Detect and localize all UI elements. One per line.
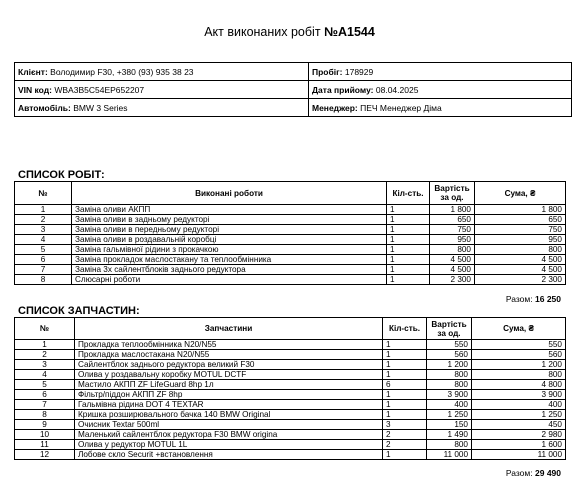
- works-body: [15, 205, 566, 285]
- row-number: 4: [15, 370, 75, 380]
- row-qty: 2: [383, 430, 427, 440]
- row-name: Фільтр/піддон АКПП ZF 8hp: [75, 390, 383, 400]
- row-name: Маленький сайлентблок редуктора F30 BMW origina: [75, 430, 383, 440]
- row-number: 4: [15, 235, 72, 245]
- row-price: 750: [430, 225, 475, 235]
- table-row: [15, 225, 566, 235]
- row-price: 1 800: [430, 205, 475, 215]
- row-qty: 1: [387, 245, 430, 255]
- table-row: [15, 340, 566, 350]
- row-price: 4 500: [430, 265, 475, 275]
- row-sum: 11 000: [472, 450, 566, 460]
- row-number: 5: [15, 380, 75, 390]
- table-row: [15, 440, 566, 450]
- row-number: 1: [15, 340, 75, 350]
- row-sum: 2 980: [472, 430, 566, 440]
- table-row: [15, 265, 566, 275]
- parts-header-row: [15, 318, 566, 340]
- table-row: [15, 235, 566, 245]
- works-header-row: [15, 182, 566, 205]
- car-label: Автомобіль:: [18, 102, 71, 113]
- act-number: №А1544: [324, 25, 375, 39]
- row-number: 6: [15, 390, 75, 400]
- table-row: [15, 420, 566, 430]
- row-name: Мастило АКПП ZF LifeGuard 8hp 1л: [75, 380, 383, 390]
- title-text: Акт виконаних робіт: [204, 25, 325, 39]
- row-qty: 1: [387, 205, 430, 215]
- row-number: 2: [15, 215, 72, 225]
- row-qty: 1: [383, 360, 427, 370]
- row-qty: 1: [387, 255, 430, 265]
- parts-heading: СПИСОК ЗАПЧАСТИН:: [18, 305, 140, 317]
- row-price: 1 200: [427, 360, 472, 370]
- row-price: 3 900: [427, 390, 472, 400]
- page-title: [0, 25, 579, 39]
- works-header-qty: Кіл-сть.: [387, 182, 430, 205]
- parts-header-price: Вартість за од.: [427, 318, 472, 340]
- table-row: [15, 400, 566, 410]
- row-sum: 450: [472, 420, 566, 430]
- row-sum: 650: [475, 215, 566, 225]
- info-row: [15, 81, 572, 99]
- row-name: Сайлентблок заднього редуктора великий F30: [75, 360, 383, 370]
- row-price: 400: [427, 400, 472, 410]
- works-table: [14, 181, 566, 285]
- vin-cell: [15, 81, 309, 99]
- row-qty: 1: [387, 225, 430, 235]
- row-name: Заміна оливи в задньому редукторі: [72, 215, 387, 225]
- row-sum: 400: [472, 400, 566, 410]
- row-number: 1: [15, 205, 72, 215]
- row-number: 9: [15, 420, 75, 430]
- parts-table: [14, 317, 566, 460]
- row-name: Очисник Textar 500ml: [75, 420, 383, 430]
- row-sum: 1 800: [475, 205, 566, 215]
- row-name: Заміна 3х сайлентблоків заднього редуктора: [72, 265, 387, 275]
- row-sum: 4 800: [472, 380, 566, 390]
- row-number: 5: [15, 245, 72, 255]
- vin-value: WBA3B5C54EP652207: [54, 84, 145, 95]
- works-header-name: Виконані роботи: [72, 182, 387, 205]
- row-price: 800: [427, 380, 472, 390]
- row-number: 8: [15, 275, 72, 285]
- row-price: 150: [427, 420, 472, 430]
- client-label: Клієнт:: [18, 66, 48, 77]
- works-total-label: Разом:: [505, 294, 533, 304]
- row-qty: 1: [387, 265, 430, 275]
- works-header-no: №: [15, 182, 72, 205]
- row-qty: 1: [383, 350, 427, 360]
- row-sum: 550: [472, 340, 566, 350]
- row-number: 6: [15, 255, 72, 265]
- row-name: Слюсарні роботи: [72, 275, 387, 285]
- row-price: 560: [427, 350, 472, 360]
- parts-header-sum: Сума, ₴: [472, 318, 566, 340]
- row-price: 11 000: [427, 450, 472, 460]
- row-name: Гальмівна рідина DOT 4 TEXTAR: [75, 400, 383, 410]
- table-row: [15, 350, 566, 360]
- mileage-label: Пробіг:: [312, 66, 343, 77]
- date-value: 08.04.2025: [375, 84, 419, 95]
- works-header-sum: Сума, ₴: [475, 182, 566, 205]
- date-label: Дата прийому:: [312, 84, 374, 95]
- row-number: 3: [15, 360, 75, 370]
- row-number: 3: [15, 225, 72, 235]
- row-sum: 800: [472, 370, 566, 380]
- row-sum: 560: [472, 350, 566, 360]
- manager-value: ПЕЧ Менеджер Діма: [360, 102, 442, 113]
- row-sum: 1 250: [472, 410, 566, 420]
- row-name: Заміна оливи в роздавальній коробці: [72, 235, 387, 245]
- info-table: [14, 62, 572, 117]
- row-sum: 1 200: [472, 360, 566, 370]
- row-qty: 1: [383, 370, 427, 380]
- row-number: 12: [15, 450, 75, 460]
- vin-label: VIN код:: [18, 84, 52, 95]
- date-cell: [309, 81, 572, 99]
- table-row: [15, 255, 566, 265]
- row-price: 1 490: [427, 430, 472, 440]
- row-number: 7: [15, 400, 75, 410]
- row-number: 11: [15, 440, 75, 450]
- row-sum: 1 600: [472, 440, 566, 450]
- row-name: Прокладка маслостакана N20/N55: [75, 350, 383, 360]
- row-number: 2: [15, 350, 75, 360]
- table-row: [15, 245, 566, 255]
- row-qty: 6: [383, 380, 427, 390]
- table-row: [15, 215, 566, 225]
- row-price: 800: [427, 370, 472, 380]
- client-value: Володимир F30, +380 (93) 935 38 23: [50, 66, 194, 77]
- row-number: 8: [15, 410, 75, 420]
- parts-total: [506, 468, 561, 478]
- row-qty: 1: [383, 410, 427, 420]
- row-number: 10: [15, 430, 75, 440]
- works-total: [506, 294, 561, 304]
- row-price: 4 500: [430, 255, 475, 265]
- parts-header-qty: Кіл-сть.: [383, 318, 427, 340]
- row-qty: 1: [383, 390, 427, 400]
- row-sum: 4 500: [475, 255, 566, 265]
- row-sum: 3 900: [472, 390, 566, 400]
- row-qty: 1: [387, 275, 430, 285]
- row-price: 550: [427, 340, 472, 350]
- row-sum: 950: [475, 235, 566, 245]
- table-row: [15, 430, 566, 440]
- row-sum: 2 300: [475, 275, 566, 285]
- row-price: 2 300: [430, 275, 475, 285]
- row-sum: 4 500: [475, 265, 566, 275]
- manager-label: Менеджер:: [312, 102, 358, 113]
- table-row: [15, 410, 566, 420]
- row-price: 800: [427, 440, 472, 450]
- row-name: Заміна оливи в передньому редукторі: [72, 225, 387, 235]
- row-name: Олива у редуктор MOTUL 1L: [75, 440, 383, 450]
- row-name: Заміна гальмівної рідини з прокачкою: [72, 245, 387, 255]
- row-qty: 3: [383, 420, 427, 430]
- row-qty: 2: [383, 440, 427, 450]
- table-row: [15, 205, 566, 215]
- row-price: 1 250: [427, 410, 472, 420]
- row-sum: 800: [475, 245, 566, 255]
- info-row: [15, 63, 572, 81]
- row-price: 650: [430, 215, 475, 225]
- table-row: [15, 360, 566, 370]
- table-row: [15, 370, 566, 380]
- manager-cell: [309, 99, 572, 117]
- mileage-value: 178929: [344, 66, 374, 77]
- parts-header-no: №: [15, 318, 75, 340]
- parts-total-value: 29 490: [535, 468, 561, 478]
- row-number: 7: [15, 265, 72, 275]
- row-price: 950: [430, 235, 475, 245]
- works-header-price: Вартість за од.: [430, 182, 475, 205]
- parts-body: [15, 340, 566, 460]
- mileage-cell: [309, 63, 572, 81]
- works-heading: СПИСОК РОБІТ:: [18, 169, 105, 181]
- client-cell: [15, 63, 309, 81]
- parts-header-name: Запчастини: [75, 318, 383, 340]
- row-qty: 1: [383, 450, 427, 460]
- row-name: Лобове скло Securit +встановлення: [75, 450, 383, 460]
- row-name: Заміна прокладок маслостакану та теплообмінника: [72, 255, 387, 265]
- row-name: Кришка розширювального бачка 140 BMW Original: [75, 410, 383, 420]
- row-qty: 1: [383, 400, 427, 410]
- row-sum: 750: [475, 225, 566, 235]
- car-cell: [15, 99, 309, 117]
- row-qty: 1: [387, 235, 430, 245]
- row-name: Прокладка теплообмінника N20/N55: [75, 340, 383, 350]
- parts-total-label: Разом:: [505, 468, 533, 478]
- table-row: [15, 275, 566, 285]
- row-name: Олива у роздавальну коробку MOTUL DCTF: [75, 370, 383, 380]
- works-total-value: 16 250: [535, 294, 561, 304]
- table-row: [15, 450, 566, 460]
- table-row: [15, 380, 566, 390]
- table-row: [15, 390, 566, 400]
- car-value: BMW 3 Series: [73, 102, 128, 113]
- row-qty: 1: [383, 340, 427, 350]
- row-price: 800: [430, 245, 475, 255]
- info-row: [15, 99, 572, 117]
- row-qty: 1: [387, 215, 430, 225]
- row-name: Заміна оливи АКПП: [72, 205, 387, 215]
